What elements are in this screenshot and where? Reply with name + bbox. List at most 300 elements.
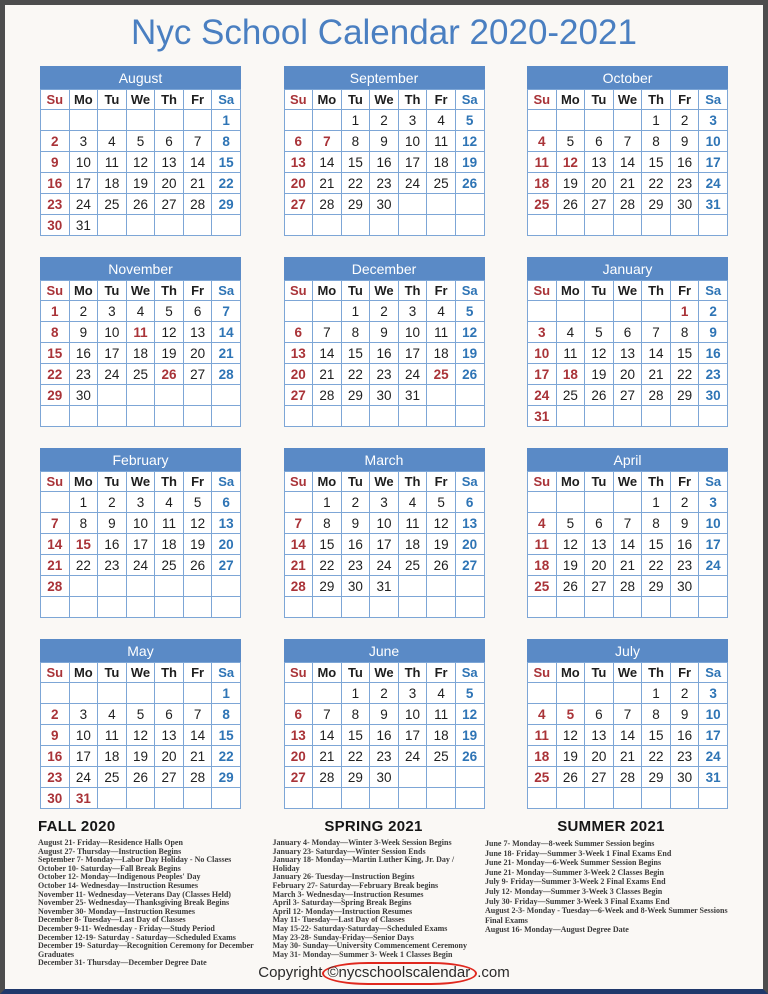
empty-day-cell: [427, 406, 456, 427]
day-cell: 16: [98, 534, 127, 555]
weekday-header-mo: Mo: [69, 90, 98, 110]
empty-day-cell: [670, 597, 699, 618]
event-item: April 3- Saturday—Spring Break Begins: [272, 898, 412, 908]
empty-day-cell: [284, 215, 313, 236]
weekday-header-we: We: [126, 472, 155, 492]
weekday-header-we: We: [126, 663, 155, 683]
empty-day-cell: [427, 767, 456, 788]
month-title: July: [527, 639, 728, 662]
empty-day-cell: [585, 492, 614, 513]
weekday-header-tu: Tu: [98, 281, 127, 301]
weekday-header-sa: Sa: [699, 663, 728, 683]
day-cell: 7: [212, 301, 241, 322]
day-cell: 13: [284, 725, 313, 746]
empty-day-cell: [398, 406, 427, 427]
weekday-header-sa: Sa: [455, 472, 484, 492]
day-cell: 15: [642, 534, 671, 555]
empty-day-cell: [41, 406, 70, 427]
empty-day-cell: [455, 406, 484, 427]
day-cell: 3: [398, 110, 427, 131]
event-item: January 26- Tuesday—Instruction Begins: [272, 872, 415, 882]
day-cell: 18: [528, 173, 557, 194]
empty-day-cell: [284, 597, 313, 618]
empty-day-cell: [398, 576, 427, 597]
empty-day-cell: [284, 301, 313, 322]
day-cell: 15: [642, 152, 671, 173]
month-title: February: [40, 448, 241, 471]
weekday-header-sa: Sa: [455, 281, 484, 301]
day-cell: 24: [98, 364, 127, 385]
event-item: June 21- Monday—6-Week Summer Session Begins: [485, 858, 662, 868]
empty-day-cell: [41, 110, 70, 131]
day-cell: 23: [69, 364, 98, 385]
day-cell: 21: [212, 343, 241, 364]
empty-day-cell: [585, 597, 614, 618]
day-cell: 13: [212, 513, 241, 534]
day-cell: 9: [699, 322, 728, 343]
day-cell: 22: [212, 173, 241, 194]
weekday-header-we: We: [370, 281, 399, 301]
weekday-header-sa: Sa: [455, 90, 484, 110]
empty-day-cell: [370, 406, 399, 427]
empty-day-cell: [699, 215, 728, 236]
empty-day-cell: [98, 406, 127, 427]
day-cell: 6: [155, 704, 184, 725]
empty-day-cell: [455, 597, 484, 618]
empty-day-cell: [155, 597, 184, 618]
empty-day-cell: [370, 788, 399, 809]
copyright-footer: [5, 962, 763, 985]
empty-day-cell: [284, 683, 313, 704]
day-cell: 18: [427, 725, 456, 746]
month-title: April: [527, 448, 728, 471]
weekday-header-th: Th: [155, 472, 184, 492]
day-cell: 13: [284, 343, 313, 364]
day-cell: 20: [585, 746, 614, 767]
weekday-header-su: Su: [41, 281, 70, 301]
weekday-header-mo: Mo: [313, 281, 342, 301]
day-cell: 11: [556, 343, 585, 364]
day-cell: 30: [69, 385, 98, 406]
day-cell: 11: [528, 534, 557, 555]
event-item: March 3- Wednesday—Instruction Resumes: [272, 889, 424, 899]
weekday-header-su: Su: [528, 663, 557, 683]
day-cell: 17: [126, 534, 155, 555]
day-cell: 4: [126, 301, 155, 322]
day-cell: 23: [341, 555, 370, 576]
day-cell: 18: [427, 152, 456, 173]
day-cell: 28: [183, 767, 212, 788]
empty-day-cell: [670, 406, 699, 427]
day-cell: 8: [341, 704, 370, 725]
day-cell: 28: [313, 194, 342, 215]
empty-day-cell: [313, 406, 342, 427]
weekday-header-su: Su: [284, 663, 313, 683]
weekday-header-tu: Tu: [341, 663, 370, 683]
empty-day-cell: [556, 492, 585, 513]
event-item: October 14- Wednesday—Instruction Resumes: [38, 880, 198, 890]
day-cell: 2: [370, 301, 399, 322]
day-cell: 8: [642, 513, 671, 534]
day-cell: 13: [183, 322, 212, 343]
empty-day-cell: [642, 597, 671, 618]
day-cell: 4: [155, 492, 184, 513]
day-cell: 31: [528, 406, 557, 427]
day-cell: 7: [613, 513, 642, 534]
day-cell: 27: [613, 385, 642, 406]
day-cell: 10: [699, 131, 728, 152]
day-cell: 9: [41, 725, 70, 746]
events-section-title: SPRING 2021: [324, 818, 423, 835]
day-cell: 23: [41, 767, 70, 788]
empty-day-cell: [455, 788, 484, 809]
empty-day-cell: [126, 110, 155, 131]
day-cell: 19: [455, 343, 484, 364]
day-cell: 23: [670, 555, 699, 576]
day-cell: 18: [528, 746, 557, 767]
day-cell: 25: [98, 194, 127, 215]
day-cell: 24: [370, 555, 399, 576]
day-cell: 29: [341, 767, 370, 788]
empty-day-cell: [528, 215, 557, 236]
empty-day-cell: [455, 385, 484, 406]
empty-day-cell: [155, 110, 184, 131]
day-cell: 3: [370, 492, 399, 513]
day-cell: 19: [455, 725, 484, 746]
day-cell: 24: [398, 173, 427, 194]
day-cell: 22: [69, 555, 98, 576]
event-item: August 27- Thursday—Instruction Begins: [38, 846, 182, 856]
day-cell: 3: [699, 492, 728, 513]
day-cell: 14: [313, 343, 342, 364]
day-cell: 30: [670, 767, 699, 788]
day-cell: 20: [155, 173, 184, 194]
day-cell: 10: [699, 704, 728, 725]
day-cell: 26: [556, 576, 585, 597]
day-cell: 23: [370, 746, 399, 767]
day-cell: 13: [284, 152, 313, 173]
day-cell: 4: [556, 322, 585, 343]
event-item: October 10- Saturday—Fall Break Begins: [38, 863, 181, 873]
empty-day-cell: [183, 576, 212, 597]
day-cell: 8: [212, 131, 241, 152]
empty-day-cell: [98, 576, 127, 597]
empty-day-cell: [556, 683, 585, 704]
day-cell: 15: [341, 725, 370, 746]
weekday-header-we: We: [613, 90, 642, 110]
month-title: November: [40, 257, 241, 280]
day-cell: 20: [284, 364, 313, 385]
day-cell: 20: [284, 746, 313, 767]
empty-day-cell: [212, 576, 241, 597]
empty-day-cell: [212, 788, 241, 809]
empty-day-cell: [455, 194, 484, 215]
weekday-header-tu: Tu: [341, 281, 370, 301]
weekday-header-fr: Fr: [427, 472, 456, 492]
event-item: September 7- Monday—Labor Day Holiday - No Classes: [38, 855, 232, 865]
day-cell: 31: [69, 788, 98, 809]
day-cell: 12: [183, 513, 212, 534]
weekday-header-we: We: [613, 472, 642, 492]
weekday-header-sa: Sa: [212, 663, 241, 683]
day-cell: 26: [556, 194, 585, 215]
day-cell: 15: [41, 343, 70, 364]
month-title: May: [40, 639, 241, 662]
month-calendar-june: [284, 639, 485, 809]
weekday-header-fr: Fr: [670, 90, 699, 110]
day-cell: 19: [556, 173, 585, 194]
month-calendar-january: [527, 257, 728, 427]
day-cell: 22: [642, 173, 671, 194]
day-cell: 19: [455, 152, 484, 173]
empty-day-cell: [41, 683, 70, 704]
empty-day-cell: [341, 215, 370, 236]
day-cell: 10: [398, 704, 427, 725]
day-cell: 29: [41, 385, 70, 406]
day-cell: 10: [69, 725, 98, 746]
day-cell: 15: [341, 152, 370, 173]
day-cell: 1: [341, 301, 370, 322]
weekday-header-su: Su: [528, 281, 557, 301]
empty-day-cell: [69, 683, 98, 704]
day-cell: 22: [642, 555, 671, 576]
weekday-header-mo: Mo: [69, 281, 98, 301]
day-cell: 15: [642, 725, 671, 746]
day-cell: 3: [398, 683, 427, 704]
day-cell: 19: [556, 746, 585, 767]
empty-day-cell: [341, 597, 370, 618]
weekday-header-we: We: [613, 663, 642, 683]
day-cell: 29: [670, 385, 699, 406]
day-cell: 24: [126, 555, 155, 576]
event-item: May 30- Sunday—University Commencement Ceremony: [272, 941, 467, 951]
event-item: December 9-11- Wednesday - Friday—Study Period: [38, 923, 215, 933]
day-cell: 25: [427, 364, 456, 385]
day-cell: 21: [284, 555, 313, 576]
empty-day-cell: [284, 788, 313, 809]
weekday-header-tu: Tu: [98, 472, 127, 492]
empty-day-cell: [212, 385, 241, 406]
empty-day-cell: [98, 597, 127, 618]
weekday-header-we: We: [370, 472, 399, 492]
day-cell: 25: [427, 746, 456, 767]
event-item: June 21- Monday—Summer 3-Week 2 Classes Begin: [485, 867, 664, 877]
empty-day-cell: [41, 597, 70, 618]
day-cell: 30: [370, 194, 399, 215]
month-title: December: [284, 257, 485, 280]
weekday-header-th: Th: [398, 90, 427, 110]
weekday-header-th: Th: [642, 663, 671, 683]
event-item: January 23- Saturday—Winter Session Ends: [272, 846, 426, 856]
weekday-header-mo: Mo: [313, 90, 342, 110]
day-cell: 10: [98, 322, 127, 343]
day-cell: 9: [98, 513, 127, 534]
empty-day-cell: [183, 385, 212, 406]
month-title: August: [40, 66, 241, 89]
empty-day-cell: [284, 406, 313, 427]
empty-day-cell: [126, 576, 155, 597]
day-cell: 11: [427, 131, 456, 152]
day-cell: 11: [427, 704, 456, 725]
weekday-header-mo: Mo: [556, 90, 585, 110]
day-cell: 1: [670, 301, 699, 322]
day-cell: 6: [183, 301, 212, 322]
day-cell: 29: [313, 576, 342, 597]
day-cell: 28: [642, 385, 671, 406]
empty-day-cell: [212, 406, 241, 427]
day-cell: 5: [183, 492, 212, 513]
empty-day-cell: [427, 194, 456, 215]
day-cell: 16: [370, 725, 399, 746]
weekday-header-fr: Fr: [183, 663, 212, 683]
day-cell: 4: [398, 492, 427, 513]
day-cell: 14: [313, 725, 342, 746]
day-cell: 2: [341, 492, 370, 513]
day-cell: 8: [670, 322, 699, 343]
day-cell: 24: [398, 746, 427, 767]
day-cell: 17: [699, 152, 728, 173]
day-cell: 4: [528, 131, 557, 152]
empty-day-cell: [699, 597, 728, 618]
empty-day-cell: [126, 597, 155, 618]
day-cell: 31: [398, 385, 427, 406]
weekday-header-su: Su: [284, 472, 313, 492]
day-cell: 28: [613, 767, 642, 788]
day-cell: 20: [455, 534, 484, 555]
empty-day-cell: [585, 406, 614, 427]
empty-day-cell: [613, 683, 642, 704]
weekday-header-sa: Sa: [699, 472, 728, 492]
month-calendar-april: [527, 448, 728, 618]
weekday-header-mo: Mo: [556, 472, 585, 492]
day-cell: 17: [699, 725, 728, 746]
day-cell: 2: [98, 492, 127, 513]
empty-day-cell: [370, 215, 399, 236]
day-cell: 5: [427, 492, 456, 513]
event-item: November 30- Monday—Instruction Resumes: [38, 906, 195, 916]
day-cell: 17: [98, 343, 127, 364]
day-cell: 30: [670, 576, 699, 597]
empty-day-cell: [398, 215, 427, 236]
day-cell: 28: [41, 576, 70, 597]
day-cell: 28: [313, 385, 342, 406]
months-grid: [40, 66, 728, 809]
empty-day-cell: [313, 301, 342, 322]
day-cell: 1: [642, 492, 671, 513]
day-cell: 8: [41, 322, 70, 343]
day-cell: 19: [155, 343, 184, 364]
day-cell: 14: [613, 725, 642, 746]
day-cell: 11: [126, 322, 155, 343]
day-cell: 14: [284, 534, 313, 555]
weekday-header-th: Th: [155, 663, 184, 683]
day-cell: 17: [398, 152, 427, 173]
event-item: November 25- Wednesday—Thanksgiving Break Begins: [38, 898, 230, 908]
day-cell: 2: [670, 492, 699, 513]
day-cell: 2: [699, 301, 728, 322]
day-cell: 21: [313, 746, 342, 767]
empty-day-cell: [613, 406, 642, 427]
event-item: April 12- Monday—Instruction Resumes: [272, 906, 413, 916]
day-cell: 26: [455, 173, 484, 194]
day-cell: 29: [642, 194, 671, 215]
day-cell: 1: [69, 492, 98, 513]
empty-day-cell: [427, 385, 456, 406]
events-section-title: FALL 2020: [38, 818, 116, 835]
day-cell: 1: [341, 683, 370, 704]
weekday-header-mo: Mo: [69, 472, 98, 492]
day-cell: 22: [341, 173, 370, 194]
day-cell: 12: [455, 322, 484, 343]
day-cell: 5: [155, 301, 184, 322]
day-cell: 28: [613, 194, 642, 215]
day-cell: 11: [155, 513, 184, 534]
day-cell: 16: [699, 343, 728, 364]
day-cell: 14: [313, 152, 342, 173]
weekday-header-th: Th: [398, 281, 427, 301]
weekday-header-fr: Fr: [670, 281, 699, 301]
event-item: January 4- Monday—Winter 3-Week Session Begins: [272, 838, 452, 847]
day-cell: 13: [585, 152, 614, 173]
events-section-title: SUMMER 2021: [557, 818, 665, 835]
day-cell: 12: [126, 152, 155, 173]
day-cell: 16: [341, 534, 370, 555]
month-calendar-september: [284, 66, 485, 236]
weekday-header-sa: Sa: [212, 90, 241, 110]
weekday-header-we: We: [370, 90, 399, 110]
day-cell: 23: [670, 746, 699, 767]
day-cell: 9: [69, 322, 98, 343]
day-cell: 8: [313, 513, 342, 534]
day-cell: 25: [556, 385, 585, 406]
weekday-header-sa: Sa: [212, 472, 241, 492]
day-cell: 11: [398, 513, 427, 534]
day-cell: 3: [528, 322, 557, 343]
day-cell: 1: [341, 110, 370, 131]
empty-day-cell: [212, 215, 241, 236]
day-cell: 30: [341, 576, 370, 597]
event-item: July 30- Friday—Summer 3-Week 3 Final Exams End: [485, 896, 670, 906]
day-cell: 31: [699, 194, 728, 215]
empty-day-cell: [528, 597, 557, 618]
day-cell: 30: [41, 788, 70, 809]
day-cell: 21: [613, 555, 642, 576]
day-cell: 9: [370, 322, 399, 343]
day-cell: 15: [212, 152, 241, 173]
weekday-header-su: Su: [41, 90, 70, 110]
day-cell: 18: [155, 534, 184, 555]
empty-day-cell: [313, 215, 342, 236]
day-cell: 17: [398, 343, 427, 364]
day-cell: 2: [370, 683, 399, 704]
day-cell: 10: [398, 131, 427, 152]
day-cell: 15: [670, 343, 699, 364]
weekday-header-sa: Sa: [699, 281, 728, 301]
day-cell: 26: [155, 364, 184, 385]
day-cell: 21: [613, 746, 642, 767]
day-cell: 18: [427, 343, 456, 364]
day-cell: 27: [284, 767, 313, 788]
day-cell: 1: [212, 683, 241, 704]
event-item: August 2-3- Monday - Tuesday—6-Week and 8-Week Summer Sessions Final Exams: [485, 906, 728, 925]
day-cell: 6: [284, 704, 313, 725]
day-cell: 27: [155, 767, 184, 788]
empty-day-cell: [313, 110, 342, 131]
empty-day-cell: [313, 597, 342, 618]
empty-day-cell: [613, 492, 642, 513]
day-cell: 23: [699, 364, 728, 385]
weekday-header-mo: Mo: [69, 663, 98, 683]
